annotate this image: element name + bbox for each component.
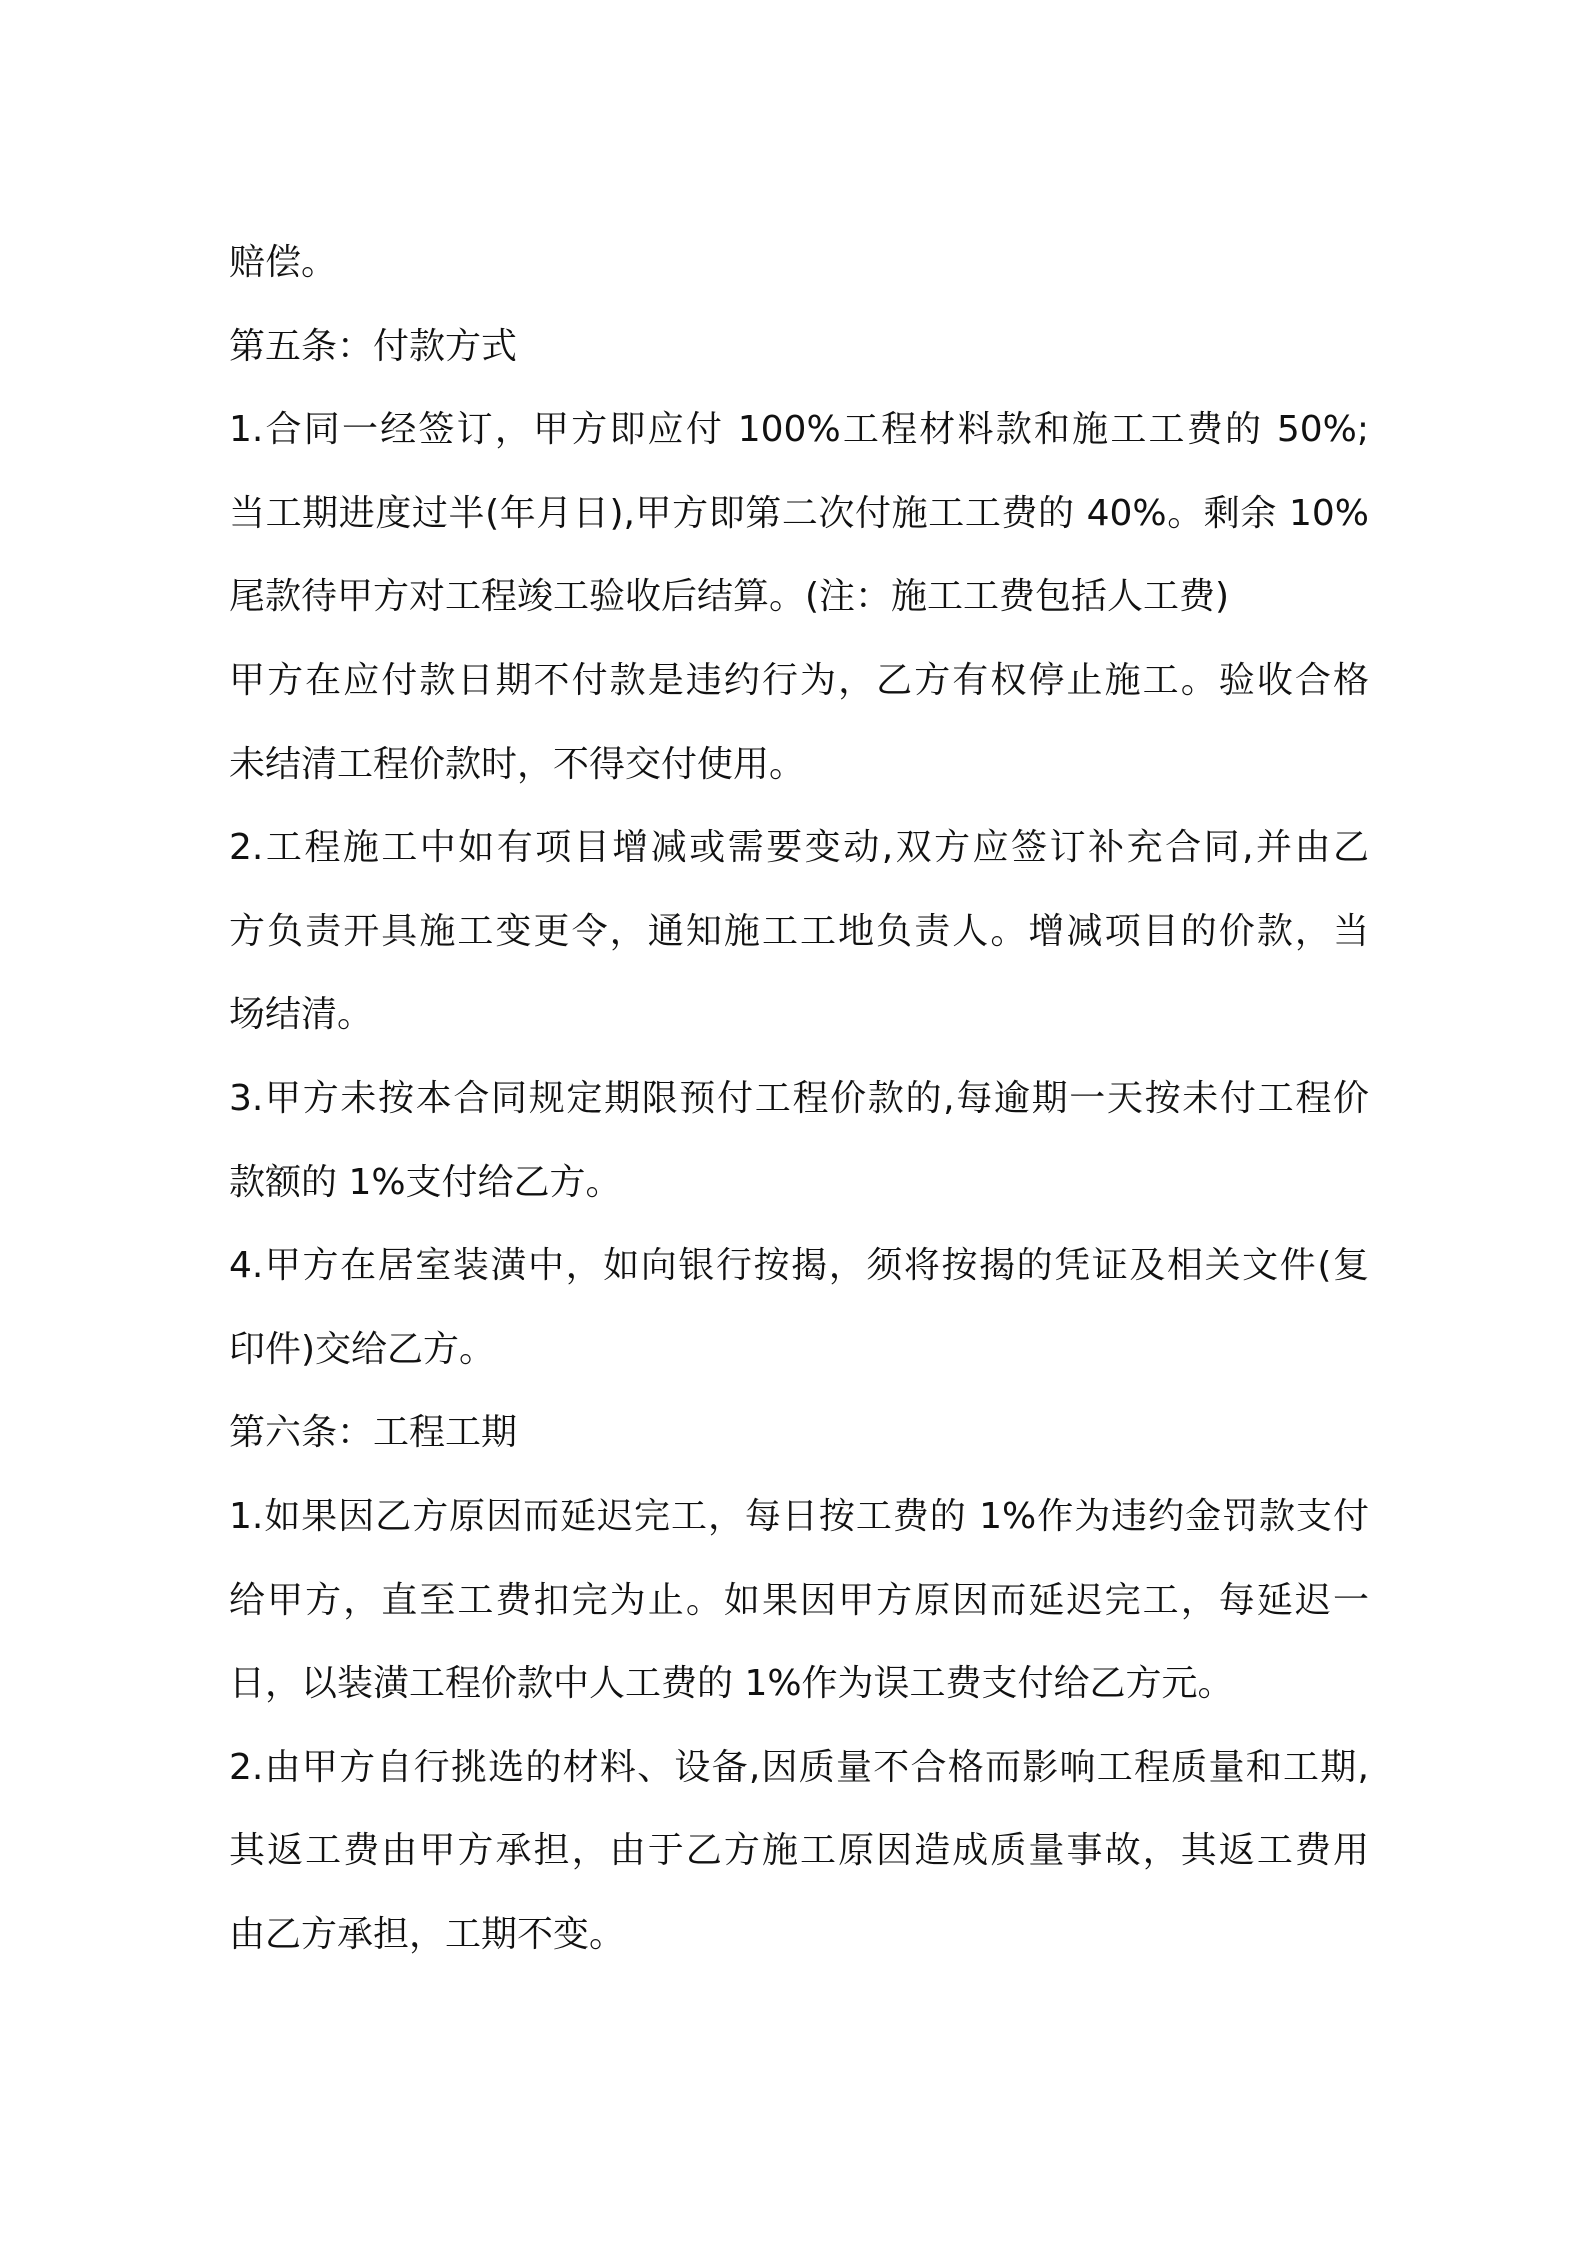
- text-line: 1.如果因乙方原因而延迟完工，每日按工费的 1%作为违约金罚款支付: [229, 1495, 1369, 1537]
- text-line: 赔偿。: [229, 242, 338, 283]
- text-line: 给甲方，直至工费扣完为止。如果因甲方原因而延迟完工，每延迟一: [229, 1579, 1369, 1621]
- section-heading: 第五条：付款方式: [229, 325, 518, 367]
- text-line: 其返工费由甲方承担，由于乙方施工原因造成质量事故，其返工费用: [229, 1830, 1369, 1872]
- text-line: 日，以装潢工程价款中人工费的 1%作为误工费支付给乙方元。: [229, 1663, 1234, 1705]
- text-line: 2.由甲方自行挑选的材料、设备,因质量不合格而影响工程质量和工期,: [229, 1746, 1369, 1788]
- text-line: 甲方在应付款日期不付款是违约行为，乙方有权停止施工。验收合格: [229, 659, 1369, 701]
- text-line: 款额的 1%支付给乙方。: [229, 1161, 622, 1203]
- text-line: 方负责开具施工变更令，通知施工工地负责人。增减项目的价款，当: [229, 910, 1369, 952]
- section-heading: 第六条：工程工期: [229, 1412, 518, 1454]
- text-line: 印件)交给乙方。: [229, 1328, 496, 1370]
- document-body: [229, 233, 1369, 1988]
- text-line: 3.甲方未按本合同规定期限预付工程价款的,每逾期一天按未付工程价: [229, 1077, 1369, 1119]
- text-line: 1.合同一经签订，甲方即应付 100%工程材料款和施工工费的 50%;: [229, 409, 1369, 451]
- text-line: 未结清工程价款时，不得交付使用。: [229, 743, 806, 785]
- text-line: 尾款待甲方对工程竣工验收后结算。(注：施工工费包括人工费): [229, 576, 1230, 618]
- text-line: 由乙方承担，工期不变。: [229, 1913, 626, 1955]
- text-line: 当工期进度过半(年月日),甲方即第二次付施工工费的 40%。剩余 10%: [229, 492, 1369, 534]
- text-line: 2.工程施工中如有项目增减或需要变动,双方应签订补充合同,并由乙: [229, 827, 1369, 869]
- text-line: 4.甲方在居室装潢中，如向银行按揭，须将按揭的凭证及相关文件(复: [229, 1245, 1369, 1287]
- text-line: 场结清。: [229, 994, 374, 1036]
